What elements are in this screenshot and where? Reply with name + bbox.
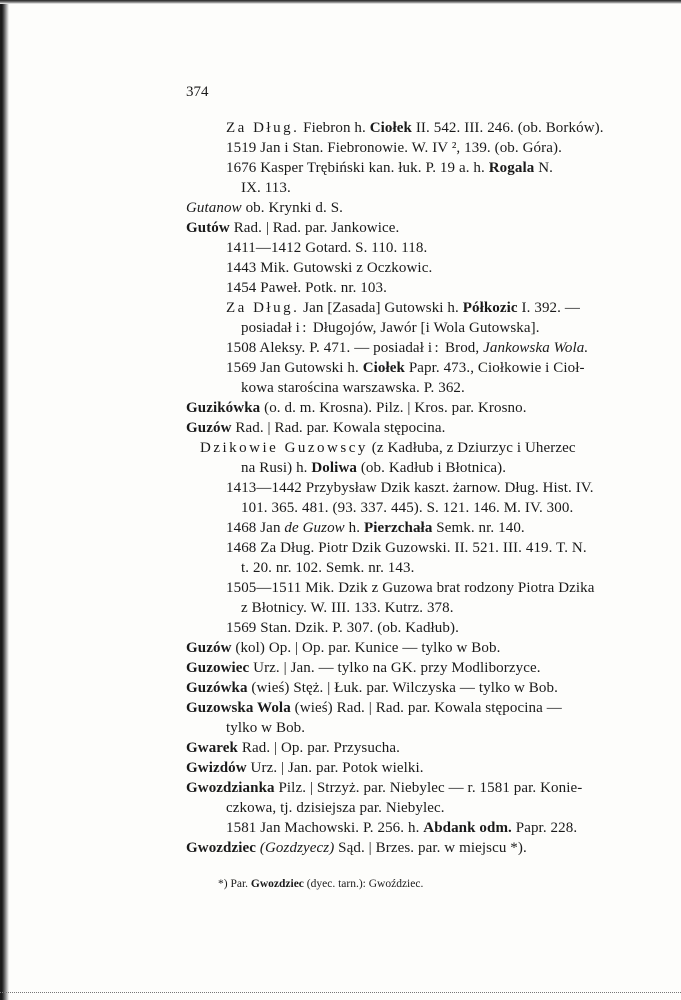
page-number: 374 — [186, 84, 209, 100]
entry-gwizdow: Gwizdów Urz. | Jan. par. Potok wielki. — [186, 760, 424, 776]
entry-guzow: Guzów Rad. | Rad. par. Kowala stępocina. — [186, 420, 446, 436]
text-line: 101. 365. 481. (93. 337. 445). S. 121. 146. M. IV. 300. — [241, 500, 574, 516]
scan-left-edge — [0, 0, 9, 1000]
text-line: na Rusi) h. Doliwa (ob. Kadłub i Błotnica). — [241, 460, 507, 476]
entry-gutanow: Gutanow ob. Krynki d. S. — [186, 200, 344, 216]
text-line: z Błotnicy. W. III. 133. Kutrz. 378. — [241, 600, 454, 616]
text-line: posiadał i: Długojów, Jawór [i Wola Gutowska]. — [241, 320, 540, 336]
text-line: 1443 Mik. Gutowski z Oczkowic. — [226, 260, 433, 276]
text-line: 1468 Za Dług. Piotr Dzik Guzowski. II. 521. III. 419. T. N. — [226, 540, 587, 556]
entry-guzikowka: Guzikówka (o. d. m. Krosna). Pilz. | Kros. par. Krosno. — [186, 400, 527, 416]
text-line: Dzikowie Guzowscy (z Kadłuba, z Dziurzyc i Uherzec — [200, 440, 576, 456]
scan-bottom-edge — [0, 992, 681, 995]
text-line: 1411—1412 Gotard. S. 110. 118. — [226, 240, 428, 256]
text-line: kowa starościna warszawska. P. 362. — [241, 380, 465, 396]
text-line: 1569 Jan Gutowski h. Ciołek Papr. 473., Ciołkowie i Cioł- — [226, 360, 585, 376]
entry-gwarek: Gwarek Rad. | Op. par. Przysucha. — [186, 740, 400, 756]
text-line: 1676 Kasper Trębiński kan. łuk. P. 19 a. h. Rogala N. — [226, 160, 553, 176]
entry-guzowska-wola: Guzowska Wola (wieś) Rad. | Rad. par. Kowala stępocina — — [186, 700, 562, 716]
text-line: 1505—1511 Mik. Dzik z Guzowa brat rodzony Piotra Dzika — [226, 580, 595, 596]
text-line: t. 20. nr. 102. Semk. nr. 143. — [241, 560, 415, 576]
entry-gwozdzianka: Gwozdzianka Pilz. | Strzyż. par. Niebylec — r. 1581 par. Konie- — [186, 780, 583, 796]
text-line: czkowa, tj. dzisiejsza par. Niebylec. — [226, 800, 445, 816]
footnote: *) Par. Gwozdziec (dyec. tarn.): Gwoździec. — [218, 878, 424, 890]
text-line: tylko w Bob. — [226, 720, 306, 736]
text-line: 1569 Stan. Dzik. P. 307. (ob. Kadłub). — [226, 620, 459, 636]
text-line: 1508 Aleksy. P. 471. — posiadał i: Brod, Jankowska Wola. — [226, 340, 589, 356]
entry-guzowiec: Guzowiec Urz. | Jan. — tylko na GK. przy Modliborzyce. — [186, 660, 541, 676]
text-line: 1519 Jan i Stan. Fiebronowie. W. IV ², 139. (ob. Góra). — [226, 140, 562, 156]
text-line: 1581 Jan Machowski. P. 256. h. Abdank odm. Papr. 228. — [226, 820, 578, 836]
text-line: 1454 Paweł. Potk. nr. 103. — [226, 280, 387, 296]
text-line: 1413—1442 Przybysław Dzik kaszt. żarnow. Dług. Hist. IV. — [226, 480, 594, 496]
entry-gwozdziec: Gwozdziec (Gozdzyecz) Sąd. | Brzes. par. w miejscu *). — [186, 840, 527, 856]
entry-guzowka: Guzówka (wieś) Stęż. | Łuk. par. Wilczyska — tylko w Bob. — [186, 680, 558, 696]
text-line: Za Dług. Fiebron h. Ciołek II. 542. III. 246. (ob. Borków). — [226, 120, 604, 136]
text-line: Za Dług. Jan [Zasada] Gutowski h. Półkozic I. 392. — — [226, 300, 580, 316]
entry-guzow-kol: Guzów (kol) Op. | Op. par. Kunice — tylko w Bob. — [186, 640, 501, 656]
text-line: IX. 113. — [241, 180, 291, 196]
scan-top-edge — [0, 0, 681, 4]
entry-gutow: Gutów Rad. | Rad. par. Jankowice. — [186, 220, 400, 236]
text-line: 1468 Jan de Guzow h. Pierzchała Semk. nr. 140. — [226, 520, 525, 536]
